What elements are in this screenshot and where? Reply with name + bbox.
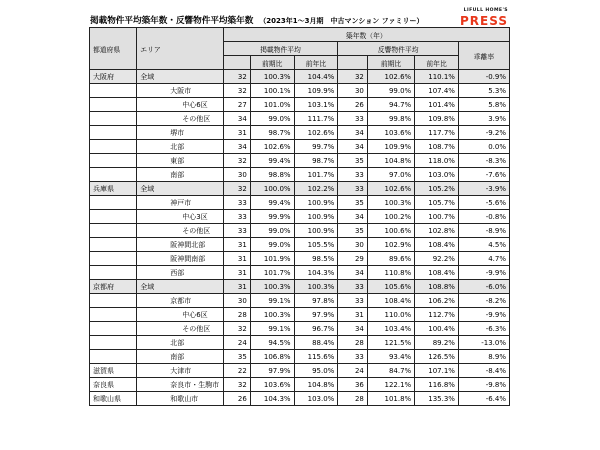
cell-listed-qoq: 100.3% xyxy=(250,280,294,294)
cell-inquired-avg: 34 xyxy=(338,210,368,224)
cell-listed-avg: 32 xyxy=(223,70,250,84)
cell-inquired-yoy: 103.0% xyxy=(415,168,459,182)
cell-gap-rate: -9.2% xyxy=(458,126,509,140)
cell-listed-avg: 31 xyxy=(223,266,250,280)
cell-inquired-yoy: 92.2% xyxy=(415,252,459,266)
cell-listed-avg: 31 xyxy=(223,280,250,294)
cell-listed-avg: 31 xyxy=(223,238,250,252)
cell-prefecture: 奈良県 xyxy=(90,378,137,392)
cell-listed-yoy: 99.7% xyxy=(294,140,338,154)
cell-inquired-yoy: 117.7% xyxy=(415,126,459,140)
cell-listed-yoy: 100.9% xyxy=(294,210,338,224)
cell-listed-avg: 34 xyxy=(223,140,250,154)
cell-prefecture xyxy=(90,196,137,210)
cell-inquired-avg: 30 xyxy=(338,238,368,252)
table-row xyxy=(90,392,510,406)
cell-inquired-qoq: 101.8% xyxy=(367,392,414,406)
cell-listed-avg: 28 xyxy=(223,308,250,322)
cell-area: その他区 xyxy=(137,322,223,336)
cell-inquired-yoy: 107.1% xyxy=(415,364,459,378)
cell-inquired-yoy: 108.4% xyxy=(415,266,459,280)
cell-area: 中心6区 xyxy=(137,98,223,112)
cell-listed-yoy: 104.8% xyxy=(294,378,338,392)
cell-inquired-yoy: 107.4% xyxy=(415,84,459,98)
cell-inquired-qoq: 110.0% xyxy=(367,308,414,322)
page-subtitle: （2023年1～3月期 中古マンション ファミリー） xyxy=(259,17,424,25)
page-title: 掲載物件平均築年数・反響物件平均築年数 xyxy=(90,16,254,26)
logo-main-text: PRESS xyxy=(460,13,508,28)
cell-inquired-avg: 35 xyxy=(338,154,368,168)
cell-inquired-yoy: 110.1% xyxy=(415,70,459,84)
cell-prefecture xyxy=(90,154,137,168)
cell-inquired-avg: 26 xyxy=(338,98,368,112)
cell-gap-rate: -8.2% xyxy=(458,294,509,308)
table-row xyxy=(90,70,510,84)
cell-inquired-yoy: 105.2% xyxy=(415,182,459,196)
cell-listed-qoq: 101.0% xyxy=(250,98,294,112)
cell-area: その他区 xyxy=(137,112,223,126)
cell-listed-avg: 22 xyxy=(223,364,250,378)
cell-listed-qoq: 98.8% xyxy=(250,168,294,182)
header-listed-yoy: 前年比 xyxy=(294,56,338,70)
cell-gap-rate: -8.4% xyxy=(458,364,509,378)
table-row xyxy=(90,252,510,266)
cell-inquired-yoy: 102.8% xyxy=(415,224,459,238)
cell-prefecture: 大阪府 xyxy=(90,70,137,84)
age-table xyxy=(89,27,510,406)
cell-prefecture xyxy=(90,168,137,182)
cell-gap-rate: -3.9% xyxy=(458,182,509,196)
table-row xyxy=(90,210,510,224)
lifull-homes-press-logo xyxy=(460,9,508,27)
header-inquired-yoy: 前年比 xyxy=(415,56,459,70)
cell-area: 和歌山市 xyxy=(137,392,223,406)
cell-prefecture xyxy=(90,294,137,308)
cell-listed-qoq: 99.0% xyxy=(250,224,294,238)
cell-listed-qoq: 101.7% xyxy=(250,266,294,280)
cell-listed-avg: 26 xyxy=(223,392,250,406)
cell-listed-yoy: 104.4% xyxy=(294,70,338,84)
cell-inquired-avg: 34 xyxy=(338,322,368,336)
cell-gap-rate: 4.7% xyxy=(458,252,509,266)
cell-prefecture xyxy=(90,322,137,336)
table-row xyxy=(90,308,510,322)
cell-inquired-avg: 34 xyxy=(338,266,368,280)
cell-listed-qoq: 99.1% xyxy=(250,322,294,336)
cell-inquired-avg: 31 xyxy=(338,308,368,322)
cell-listed-avg: 30 xyxy=(223,294,250,308)
cell-area: 堺市 xyxy=(137,126,223,140)
cell-gap-rate: -9.8% xyxy=(458,378,509,392)
cell-inquired-yoy: 108.7% xyxy=(415,140,459,154)
cell-listed-avg: 27 xyxy=(223,98,250,112)
cell-listed-yoy: 97.8% xyxy=(294,294,338,308)
cell-area: 阪神間南部 xyxy=(137,252,223,266)
cell-listed-avg: 30 xyxy=(223,168,250,182)
cell-prefecture: 和歌山県 xyxy=(90,392,137,406)
cell-inquired-yoy: 100.4% xyxy=(415,322,459,336)
header-area: エリア xyxy=(137,28,223,70)
cell-listed-avg: 24 xyxy=(223,336,250,350)
cell-listed-yoy: 97.9% xyxy=(294,308,338,322)
cell-prefecture xyxy=(90,252,137,266)
cell-inquired-avg: 28 xyxy=(338,392,368,406)
table-row xyxy=(90,112,510,126)
cell-listed-qoq: 102.6% xyxy=(250,140,294,154)
cell-inquired-qoq: 103.4% xyxy=(367,322,414,336)
cell-listed-yoy: 88.4% xyxy=(294,336,338,350)
cell-inquired-qoq: 99.0% xyxy=(367,84,414,98)
cell-listed-yoy: 102.2% xyxy=(294,182,338,196)
cell-prefecture xyxy=(90,98,137,112)
cell-inquired-avg: 35 xyxy=(338,224,368,238)
table-row xyxy=(90,280,510,294)
cell-gap-rate: -9.9% xyxy=(458,308,509,322)
cell-prefecture xyxy=(90,210,137,224)
cell-listed-qoq: 98.7% xyxy=(250,126,294,140)
cell-listed-avg: 32 xyxy=(223,182,250,196)
cell-listed-yoy: 111.7% xyxy=(294,112,338,126)
cell-area: 南部 xyxy=(137,168,223,182)
table-row xyxy=(90,126,510,140)
cell-listed-yoy: 95.0% xyxy=(294,364,338,378)
cell-listed-yoy: 100.9% xyxy=(294,196,338,210)
cell-listed-avg: 35 xyxy=(223,350,250,364)
table-row xyxy=(90,336,510,350)
cell-gap-rate: 4.5% xyxy=(458,238,509,252)
cell-inquired-yoy: 116.8% xyxy=(415,378,459,392)
cell-listed-qoq: 101.9% xyxy=(250,252,294,266)
cell-prefecture xyxy=(90,238,137,252)
cell-inquired-qoq: 104.8% xyxy=(367,154,414,168)
cell-inquired-avg: 30 xyxy=(338,84,368,98)
cell-listed-yoy: 104.3% xyxy=(294,266,338,280)
cell-area: 全域 xyxy=(137,70,223,84)
cell-prefecture xyxy=(90,140,137,154)
cell-inquired-qoq: 97.0% xyxy=(367,168,414,182)
cell-gap-rate: -0.8% xyxy=(458,210,509,224)
cell-gap-rate: 5.8% xyxy=(458,98,509,112)
logo-top-text: LIFULL HOME'S xyxy=(463,8,508,13)
cell-gap-rate: -6.4% xyxy=(458,392,509,406)
header-inquired-qoq: 前期比 xyxy=(367,56,414,70)
header-row-1 xyxy=(90,28,510,42)
cell-listed-avg: 33 xyxy=(223,224,250,238)
cell-listed-qoq: 104.3% xyxy=(250,392,294,406)
cell-inquired-yoy: 126.5% xyxy=(415,350,459,364)
table-row xyxy=(90,322,510,336)
cell-listed-avg: 31 xyxy=(223,252,250,266)
cell-listed-yoy: 115.6% xyxy=(294,350,338,364)
table-row xyxy=(90,294,510,308)
cell-area: 京都市 xyxy=(137,294,223,308)
cell-inquired-avg: 33 xyxy=(338,182,368,196)
cell-listed-yoy: 101.7% xyxy=(294,168,338,182)
table-row xyxy=(90,196,510,210)
cell-gap-rate: -8.9% xyxy=(458,224,509,238)
cell-listed-avg: 32 xyxy=(223,154,250,168)
cell-listed-qoq: 99.0% xyxy=(250,112,294,126)
cell-inquired-qoq: 102.6% xyxy=(367,70,414,84)
cell-inquired-qoq: 103.6% xyxy=(367,126,414,140)
cell-inquired-qoq: 122.1% xyxy=(367,378,414,392)
table-row xyxy=(90,182,510,196)
cell-listed-qoq: 106.8% xyxy=(250,350,294,364)
cell-inquired-qoq: 99.8% xyxy=(367,112,414,126)
cell-listed-yoy: 103.1% xyxy=(294,98,338,112)
cell-prefecture xyxy=(90,350,137,364)
table-row xyxy=(90,238,510,252)
cell-listed-qoq: 99.9% xyxy=(250,210,294,224)
table-row xyxy=(90,140,510,154)
cell-prefecture: 滋賀県 xyxy=(90,364,137,378)
cell-inquired-yoy: 109.8% xyxy=(415,112,459,126)
cell-inquired-qoq: 100.3% xyxy=(367,196,414,210)
cell-listed-avg: 33 xyxy=(223,210,250,224)
cell-gap-rate: -5.6% xyxy=(458,196,509,210)
cell-listed-yoy: 103.0% xyxy=(294,392,338,406)
cell-area: 東部 xyxy=(137,154,223,168)
cell-inquired-avg: 34 xyxy=(338,140,368,154)
cell-inquired-qoq: 105.6% xyxy=(367,280,414,294)
cell-listed-yoy: 105.5% xyxy=(294,238,338,252)
header-age-years: 築年数（年） xyxy=(223,28,509,42)
cell-inquired-avg: 24 xyxy=(338,364,368,378)
cell-prefecture xyxy=(90,336,137,350)
header-listed-value xyxy=(223,56,250,70)
cell-area: その他区 xyxy=(137,224,223,238)
cell-prefecture xyxy=(90,84,137,98)
cell-area: 大阪市 xyxy=(137,84,223,98)
cell-listed-qoq: 94.5% xyxy=(250,336,294,350)
cell-inquired-yoy: 106.2% xyxy=(415,294,459,308)
cell-area: 中心6区 xyxy=(137,308,223,322)
cell-inquired-avg: 32 xyxy=(338,70,368,84)
cell-gap-rate: -7.6% xyxy=(458,168,509,182)
cell-inquired-yoy: 112.7% xyxy=(415,308,459,322)
cell-gap-rate: 8.9% xyxy=(458,350,509,364)
cell-listed-qoq: 100.3% xyxy=(250,70,294,84)
table-row xyxy=(90,168,510,182)
cell-inquired-qoq: 100.6% xyxy=(367,224,414,238)
cell-area: 神戸市 xyxy=(137,196,223,210)
cell-gap-rate: -6.3% xyxy=(458,322,509,336)
cell-listed-yoy: 100.9% xyxy=(294,224,338,238)
cell-inquired-avg: 33 xyxy=(338,112,368,126)
cell-listed-qoq: 100.1% xyxy=(250,84,294,98)
cell-gap-rate: 3.9% xyxy=(458,112,509,126)
cell-inquired-yoy: 108.8% xyxy=(415,280,459,294)
cell-gap-rate: -0.9% xyxy=(458,70,509,84)
cell-listed-avg: 34 xyxy=(223,112,250,126)
table-row xyxy=(90,378,510,392)
cell-listed-qoq: 97.9% xyxy=(250,364,294,378)
cell-listed-yoy: 98.5% xyxy=(294,252,338,266)
cell-area: 北部 xyxy=(137,140,223,154)
cell-listed-yoy: 98.7% xyxy=(294,154,338,168)
cell-listed-avg: 32 xyxy=(223,322,250,336)
cell-inquired-qoq: 94.7% xyxy=(367,98,414,112)
cell-gap-rate: -13.0% xyxy=(458,336,509,350)
cell-inquired-yoy: 118.0% xyxy=(415,154,459,168)
cell-listed-yoy: 109.9% xyxy=(294,84,338,98)
cell-inquired-qoq: 89.6% xyxy=(367,252,414,266)
cell-inquired-qoq: 93.4% xyxy=(367,350,414,364)
cell-gap-rate: 0.0% xyxy=(458,140,509,154)
cell-listed-avg: 32 xyxy=(223,378,250,392)
cell-inquired-avg: 34 xyxy=(338,126,368,140)
table-row xyxy=(90,266,510,280)
cell-inquired-yoy: 89.2% xyxy=(415,336,459,350)
cell-area: 北部 xyxy=(137,336,223,350)
cell-gap-rate: 5.3% xyxy=(458,84,509,98)
cell-prefecture xyxy=(90,112,137,126)
cell-area: 奈良市・生駒市 xyxy=(137,378,223,392)
cell-gap-rate: -6.0% xyxy=(458,280,509,294)
cell-listed-qoq: 100.3% xyxy=(250,308,294,322)
table-row xyxy=(90,364,510,378)
cell-prefecture xyxy=(90,308,137,322)
cell-inquired-yoy: 108.4% xyxy=(415,238,459,252)
table-row xyxy=(90,84,510,98)
cell-area: 西部 xyxy=(137,266,223,280)
header-gap-rate: 乖離率 xyxy=(458,42,509,70)
cell-gap-rate: -9.9% xyxy=(458,266,509,280)
cell-prefecture xyxy=(90,126,137,140)
header-listed-avg: 掲載物件平均 xyxy=(223,42,338,56)
cell-area: 阪神間北部 xyxy=(137,238,223,252)
cell-inquired-yoy: 105.7% xyxy=(415,196,459,210)
cell-inquired-avg: 35 xyxy=(338,196,368,210)
table-row xyxy=(90,98,510,112)
cell-inquired-yoy: 135.3% xyxy=(415,392,459,406)
cell-inquired-qoq: 121.5% xyxy=(367,336,414,350)
cell-listed-yoy: 96.7% xyxy=(294,322,338,336)
cell-prefecture: 兵庫県 xyxy=(90,182,137,196)
cell-listed-qoq: 99.4% xyxy=(250,154,294,168)
header-listed-qoq: 前期比 xyxy=(250,56,294,70)
cell-inquired-yoy: 100.7% xyxy=(415,210,459,224)
cell-area: 全域 xyxy=(137,280,223,294)
cell-inquired-avg: 36 xyxy=(338,378,368,392)
cell-inquired-yoy: 101.4% xyxy=(415,98,459,112)
cell-inquired-avg: 33 xyxy=(338,280,368,294)
cell-listed-yoy: 100.3% xyxy=(294,280,338,294)
cell-listed-qoq: 103.6% xyxy=(250,378,294,392)
cell-area: 全域 xyxy=(137,182,223,196)
cell-prefecture xyxy=(90,266,137,280)
table-row xyxy=(90,224,510,238)
cell-area: 中心3区 xyxy=(137,210,223,224)
cell-listed-yoy: 102.6% xyxy=(294,126,338,140)
header-inquired-avg: 反響物件平均 xyxy=(338,42,459,56)
cell-inquired-qoq: 100.2% xyxy=(367,210,414,224)
cell-listed-qoq: 99.1% xyxy=(250,294,294,308)
cell-inquired-qoq: 84.7% xyxy=(367,364,414,378)
cell-inquired-avg: 28 xyxy=(338,336,368,350)
cell-listed-avg: 31 xyxy=(223,126,250,140)
cell-prefecture: 京都府 xyxy=(90,280,137,294)
cell-listed-qoq: 99.0% xyxy=(250,238,294,252)
cell-inquired-qoq: 109.9% xyxy=(367,140,414,154)
table-row xyxy=(90,154,510,168)
cell-inquired-avg: 33 xyxy=(338,350,368,364)
header-inquired-value xyxy=(338,56,368,70)
cell-inquired-qoq: 110.8% xyxy=(367,266,414,280)
header-pref: 都道府県 xyxy=(90,28,137,70)
cell-inquired-qoq: 102.6% xyxy=(367,182,414,196)
cell-listed-avg: 32 xyxy=(223,84,250,98)
cell-listed-qoq: 100.0% xyxy=(250,182,294,196)
cell-inquired-avg: 29 xyxy=(338,252,368,266)
cell-listed-avg: 33 xyxy=(223,196,250,210)
title-block xyxy=(90,14,424,26)
cell-inquired-avg: 33 xyxy=(338,294,368,308)
cell-inquired-avg: 33 xyxy=(338,168,368,182)
cell-gap-rate: -8.3% xyxy=(458,154,509,168)
cell-inquired-qoq: 102.9% xyxy=(367,238,414,252)
cell-area: 大津市 xyxy=(137,364,223,378)
cell-inquired-qoq: 108.4% xyxy=(367,294,414,308)
table-row xyxy=(90,350,510,364)
cell-prefecture xyxy=(90,224,137,238)
cell-listed-qoq: 99.4% xyxy=(250,196,294,210)
cell-area: 南部 xyxy=(137,350,223,364)
